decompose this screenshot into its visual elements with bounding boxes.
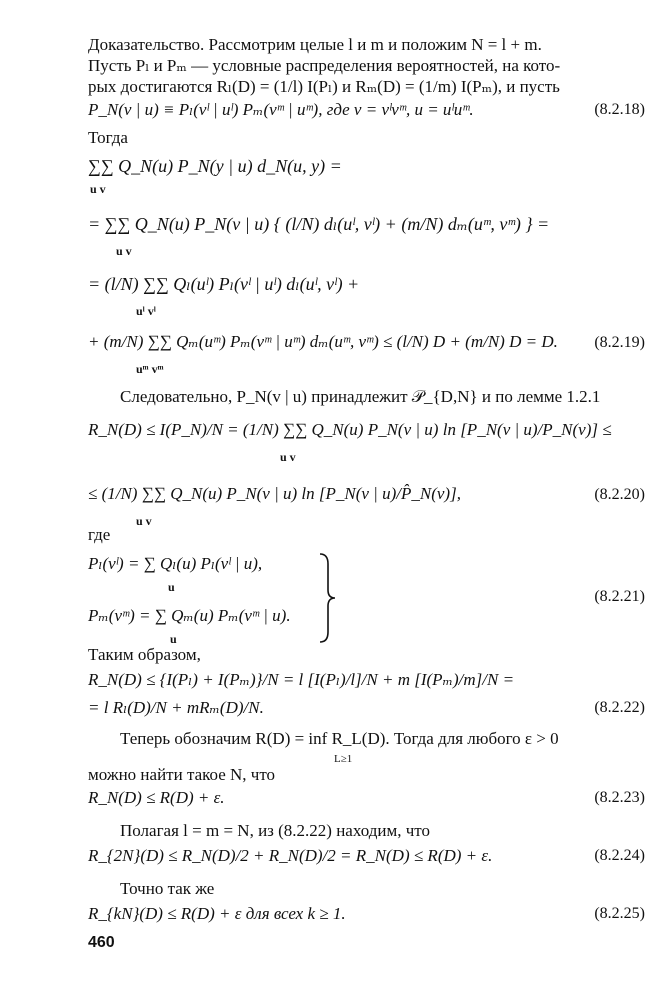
inf-subscript: L≥1 xyxy=(334,753,353,765)
sum-index-6: u v xyxy=(136,514,152,528)
sum-index-2: u v xyxy=(116,244,132,258)
equation-number-8-2-18: (8.2.18) xyxy=(594,101,645,118)
equation-8-2-18: P_N(v | u) ≡ Pₗ(vˡ | uˡ) Pₘ(vᵐ | uᵐ), где v = vˡvᵐ, u = uˡuᵐ. xyxy=(88,100,474,119)
sum-index-7: u xyxy=(168,580,175,594)
equation-8-2-19-line-3: = (l/N) ∑∑ Qₗ(uˡ) Pₗ(vˡ | uˡ) dₗ(uˡ, vˡ) + xyxy=(88,274,360,294)
equation-number-8-2-21: (8.2.21) xyxy=(594,588,645,605)
equation-8-2-23: R_N(D) ≤ R(D) + ε. xyxy=(88,788,225,807)
sum-index-8: u xyxy=(170,632,177,646)
equation-number-8-2-20: (8.2.20) xyxy=(594,486,645,503)
can-find-line: можно найти такое N, что xyxy=(88,765,276,784)
equation-number-8-2-23: (8.2.23) xyxy=(594,789,645,806)
equation-8-2-22-line-1: R_N(D) ≤ {I(Pₗ) + I(Pₘ)}/N = l [I(Pₗ)/l]/N + m [I(Pₘ)/m]/N = xyxy=(88,670,515,689)
sum-index-3: uˡ vˡ xyxy=(136,304,156,318)
sum-index-1: u v xyxy=(90,182,106,196)
proof-intro-line-2: Пусть Pₗ и Pₘ — условные распределения вероятностей, на кото- xyxy=(88,56,561,75)
equation-8-2-24: R_{2N}(D) ≤ R_N(D)/2 + R_N(D)/2 = R_N(D) ≤ R(D) + ε. xyxy=(88,846,493,865)
word-togda: Тогда xyxy=(88,128,128,147)
sum-index-4: uᵐ vᵐ xyxy=(136,362,164,376)
proof-intro-line-1: Доказательство. Рассмотрим целые l и m и положим N = l + m. xyxy=(88,35,542,54)
equation-8-2-19-line-1: ∑∑ Q_N(u) P_N(y | u) d_N(u, y) = xyxy=(88,156,342,176)
likewise-label: Точно так же xyxy=(120,879,215,898)
right-curly-brace xyxy=(318,552,336,644)
proof-intro-line-3: рых достигаются Rₗ(D) = (1/l) I(Pₗ) и Rₘ(D) = (1/m) I(Pₘ), и пусть xyxy=(88,77,560,96)
sum-index-5: u v xyxy=(280,450,296,464)
equation-8-2-22-line-2: = l Rₗ(D)/N + mRₘ(D)/N. xyxy=(88,698,264,717)
setting-paragraph: Полагая l = m = N, из (8.2.22) находим, что xyxy=(120,821,430,840)
equation-8-2-21-line-2: Pₘ(vᵐ) = ∑ Qₘ(u) Pₘ(vᵐ | u). xyxy=(88,606,291,625)
consequently-paragraph: Следовательно, P_N(v | u) принадлежит 𝒫_{D,N} и по лемме 1.2.1 xyxy=(120,387,601,406)
equation-8-2-20-line-2: ≤ (1/N) ∑∑ Q_N(u) P_N(v | u) ln [P_N(v | u)/P̂_N(v)], xyxy=(88,484,461,503)
equation-8-2-19-line-4: + (m/N) ∑∑ Qₘ(uᵐ) Pₘ(vᵐ | uᵐ) dₘ(uᵐ, vᵐ) ≤ (l/N) D + (m/N) D = D. xyxy=(88,332,558,351)
page-number: 460 xyxy=(88,934,115,951)
equation-number-8-2-19: (8.2.19) xyxy=(594,334,645,351)
equation-8-2-19-line-2: = ∑∑ Q_N(u) P_N(v | u) { (l/N) dₗ(uˡ, vˡ) + (m/N) dₘ(uᵐ, vᵐ) } = xyxy=(88,214,550,234)
equation-8-2-25: R_{kN}(D) ≤ R(D) + ε для всех k ≥ 1. xyxy=(88,904,346,923)
equation-number-8-2-24: (8.2.24) xyxy=(594,847,645,864)
equation-number-8-2-22: (8.2.22) xyxy=(594,699,645,716)
equation-8-2-20-line-1: R_N(D) ≤ I(P_N)/N = (1/N) ∑∑ Q_N(u) P_N(v | u) ln [P_N(v | u)/P_N(v)] ≤ xyxy=(88,420,612,439)
now-denote-paragraph: Теперь обозначим R(D) = inf R_L(D). Тогда для любого ε > 0 xyxy=(120,729,559,748)
equation-8-2-21-line-1: Pₗ(vˡ) = ∑ Qₗ(u) Pₗ(vˡ | u), xyxy=(88,554,263,573)
thus-label: Таким образом, xyxy=(88,645,201,664)
word-gde: где xyxy=(88,525,111,544)
equation-number-8-2-25: (8.2.25) xyxy=(594,905,645,922)
